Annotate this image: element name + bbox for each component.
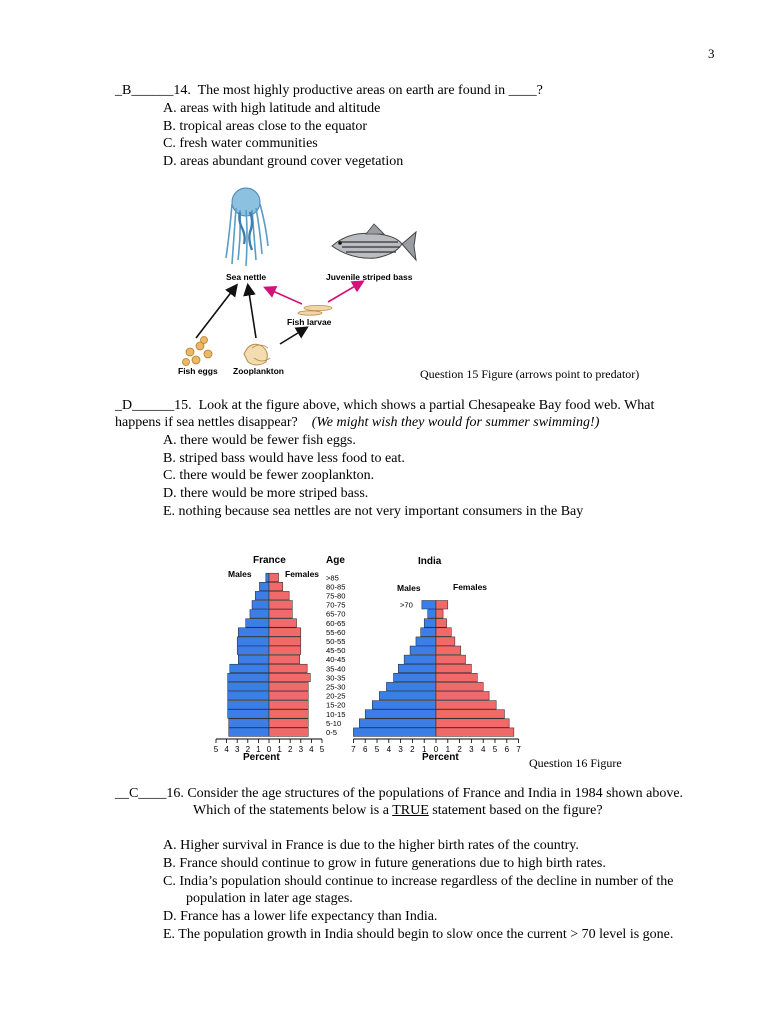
arrow-zooplankton-to-sea-nettle [248,286,256,338]
q16-stem-line-2 [193,803,603,819]
age-title: Age [326,555,345,566]
q15-option-b: B. striped bass would have less food to eat. [163,451,405,466]
bar-france-male [228,710,269,719]
q16-option-e: E. The population growth in India should begin to slow once the current > 70 level is gone. [163,927,674,942]
india-percent-label: Percent [422,752,459,763]
bar-india-female [436,673,477,682]
arrow-larvae-to-sea-nettle [266,288,302,304]
india-males-label: Males [397,583,421,593]
bar-france-female [269,582,283,591]
tick-label: 5 [374,745,380,754]
q15-option-e: E. nothing because sea nettles are not very important consumers in the Bay [163,504,584,519]
tick-label: 1 [445,745,451,754]
bar-india-female [436,601,448,610]
bar-france-male [250,610,269,619]
arrow-larvae-to-striped-bass [328,282,362,302]
q16-option-c: C. India’s population should continue to increase regardless of the decline in number of the [163,874,674,889]
bar-france-female [269,692,308,701]
tick-label: 2 [410,745,415,754]
bar-france-female [269,646,301,655]
bar-france-female [269,682,308,691]
tick-label: 7 [516,745,521,754]
q16-option-b: B. France should continue to grow in future generations due to high birth rates. [163,856,606,871]
q15-question-1: Look at the figure above, which shows a partial Chesapeake Bay food web. What [198,398,655,413]
india-title: India [418,556,442,567]
age-label: 5-10 [326,718,342,728]
q14-option-d: D. areas abundant ground cover vegetation [163,154,404,169]
striped-bass-fish-icon [332,224,416,260]
age-label: >85 [326,573,339,583]
bar-india-male [422,601,436,610]
q14-stem [115,83,543,99]
bar-france-female [269,728,308,737]
bar-india-female [436,710,504,719]
label-fish-larvae: Fish larvae [287,317,332,327]
bar-india-male [379,692,436,701]
bar-india-male [428,610,436,619]
tick-label: 1 [421,745,427,754]
q14-option-a: A. areas with high latitude and altitude [163,101,381,116]
tick-label: 4 [309,745,314,754]
tick-label: 4 [480,745,486,754]
bar-france-female [269,710,308,719]
bar-india-male [365,710,436,719]
bar-france-male [246,619,269,628]
age-label: 65-70 [326,609,346,619]
bar-india-female [436,728,514,737]
bar-france-female [269,701,308,710]
bar-france-female [269,637,301,646]
bar-india-male [359,719,436,728]
q16-question-true: TRUE [392,803,429,818]
tick-label: 0 [433,745,439,754]
q15-option-c: C. there would be fewer zooplankton. [163,468,375,483]
age-label: 30-35 [326,673,346,683]
bar-india-female [436,637,455,646]
bar-france-male [229,728,269,737]
bar-india-female [436,719,509,728]
bar-france-male [266,573,269,582]
bar-india-female [436,646,461,655]
tick-label: 3 [398,745,403,754]
page-number: 3 [708,46,715,61]
q15-option-a: A. there would be fewer fish eggs. [163,433,356,448]
q16-question-2b: statement based on the figure? [428,803,603,818]
q14-option-c: C. fresh water communities [163,136,318,151]
india-top-age-label: >70 [400,600,413,610]
bar-india-male [416,637,436,646]
q16-question-1: Consider the age structures of the populations of France and India in 1984 shown above. [187,786,684,801]
tick-label: 3 [469,745,474,754]
label-fish-eggs: Fish eggs [178,366,218,376]
age-label: 80-85 [326,582,346,592]
bar-india-female [436,628,451,637]
bar-france-male [229,719,269,728]
bar-france-male [237,646,269,655]
bar-india-male [372,701,436,710]
bar-france-male [228,692,269,701]
bar-india-male [394,673,436,682]
age-label: 50-55 [326,637,346,646]
bar-india-female [436,655,466,664]
label-sea-nettle: Sea nettle [226,272,267,282]
tick-label: 3 [298,745,304,754]
france-title: France [253,555,286,566]
age-label: 55-60 [326,627,346,637]
arrow-eggs-to-sea-nettle [196,286,236,338]
bar-india-male [386,682,436,691]
bar-india-female [436,610,443,619]
tick-label: 5 [319,745,325,754]
india-females-label: Females [453,582,488,592]
bar-france-male [255,591,269,600]
tick-label: 7 [351,745,356,754]
q16-option-a: A. Higher survival in France is due to the higher birth rates of the country. [163,838,579,853]
fish-larvae-icon [298,305,332,315]
label-striped-bass: Juvenile striped bass [326,272,413,282]
age-label: 15-20 [326,700,346,710]
bar-france-female [269,619,297,628]
france-percent-label: Percent [243,752,280,763]
tick-label: 5 [213,745,219,754]
bar-france-male [252,601,269,610]
tick-label: 6 [504,745,510,754]
bar-france-male [238,655,269,664]
bar-india-female [436,682,483,691]
q15-stem-line-2 [115,415,599,431]
age-label: 10-15 [326,709,346,719]
q15-option-d: D. there would be more striped bass. [163,486,369,501]
age-label: 35-40 [326,664,346,674]
age-label: 45-50 [326,646,346,656]
bar-france-male [228,701,269,710]
bar-india-female [436,692,489,701]
age-label: 20-25 [326,691,346,701]
bar-india-female [436,664,471,673]
bar-france-female [269,673,310,682]
bar-india-male [410,646,436,655]
bar-france-female [269,655,300,664]
bar-france-male [228,682,269,691]
bar-india-male [404,655,436,664]
age-label: 75-80 [326,591,346,601]
age-label: 60-65 [326,618,346,628]
q15-aside: (We might wish they would for summer swimming!) [311,415,600,430]
tick-label: 1 [277,745,282,754]
bar-india-male [398,664,436,673]
arrow-zooplankton-to-larvae [280,328,306,344]
bar-france-female [269,610,292,619]
q16-option-c-cont: population in later age stages. [186,891,353,906]
bar-india-male [421,628,436,637]
bar-france-female [269,664,307,673]
age-label: 40-45 [326,655,346,665]
bar-france-female [269,719,308,728]
tick-label: 3 [234,745,240,754]
q15-question-2: happens if sea nettles disappear? [115,415,298,430]
q16-question-2a: Which of the statements below is a [193,803,393,818]
tick-label: 5 [492,745,498,754]
bar-france-male [237,637,269,646]
q16-stem-line-1 [115,786,683,802]
france-females-label: Females [285,569,320,579]
france-males-label: Males [228,569,252,579]
bar-india-female [436,619,447,628]
bar-france-female [269,601,292,610]
tick-label: 4 [224,745,229,754]
q14-question: The most highly productive areas on earth are found in ____? [197,83,543,98]
bar-france-female [269,573,279,582]
tick-label: 2 [457,745,462,754]
q15-figure-caption: Question 15 Figure (arrows point to predator) [420,367,640,381]
tick-label: 2 [245,745,251,754]
label-zooplankton: Zooplankton [233,366,284,376]
bar-france-male [238,628,269,637]
bar-france-male [228,673,269,682]
fish-eggs-icon [183,337,213,366]
bar-india-female [436,701,496,710]
bar-india-male [424,619,436,628]
q14-answer: _B______14. [115,83,191,98]
q15-answer: _D______15. [115,398,192,413]
q14-option-b: B. tropical areas close to the equator [163,119,368,134]
q16-option-d: D. France has a lower life expectancy than India. [163,909,438,924]
tick-label: 2 [287,745,293,754]
tick-label: 1 [256,745,261,754]
sea-nettle-jellyfish-icon [226,188,268,266]
bar-france-female [269,628,301,637]
bar-india-male [353,728,436,737]
age-label: 0-5 [326,728,337,737]
age-label: 25-30 [326,682,346,692]
q16-answer: __C____16. [115,786,184,801]
q16-figure-caption: Question 16 Figure [529,756,622,770]
tick-label: 0 [266,745,272,754]
age-label: 70-75 [326,600,346,610]
q15-stem-line-1 [115,398,654,414]
tick-label: 4 [386,745,392,754]
bar-france-male [230,664,269,673]
bar-france-male [259,582,269,591]
bar-france-female [269,591,289,600]
tick-label: 6 [362,745,368,754]
zooplankton-icon [244,344,270,365]
